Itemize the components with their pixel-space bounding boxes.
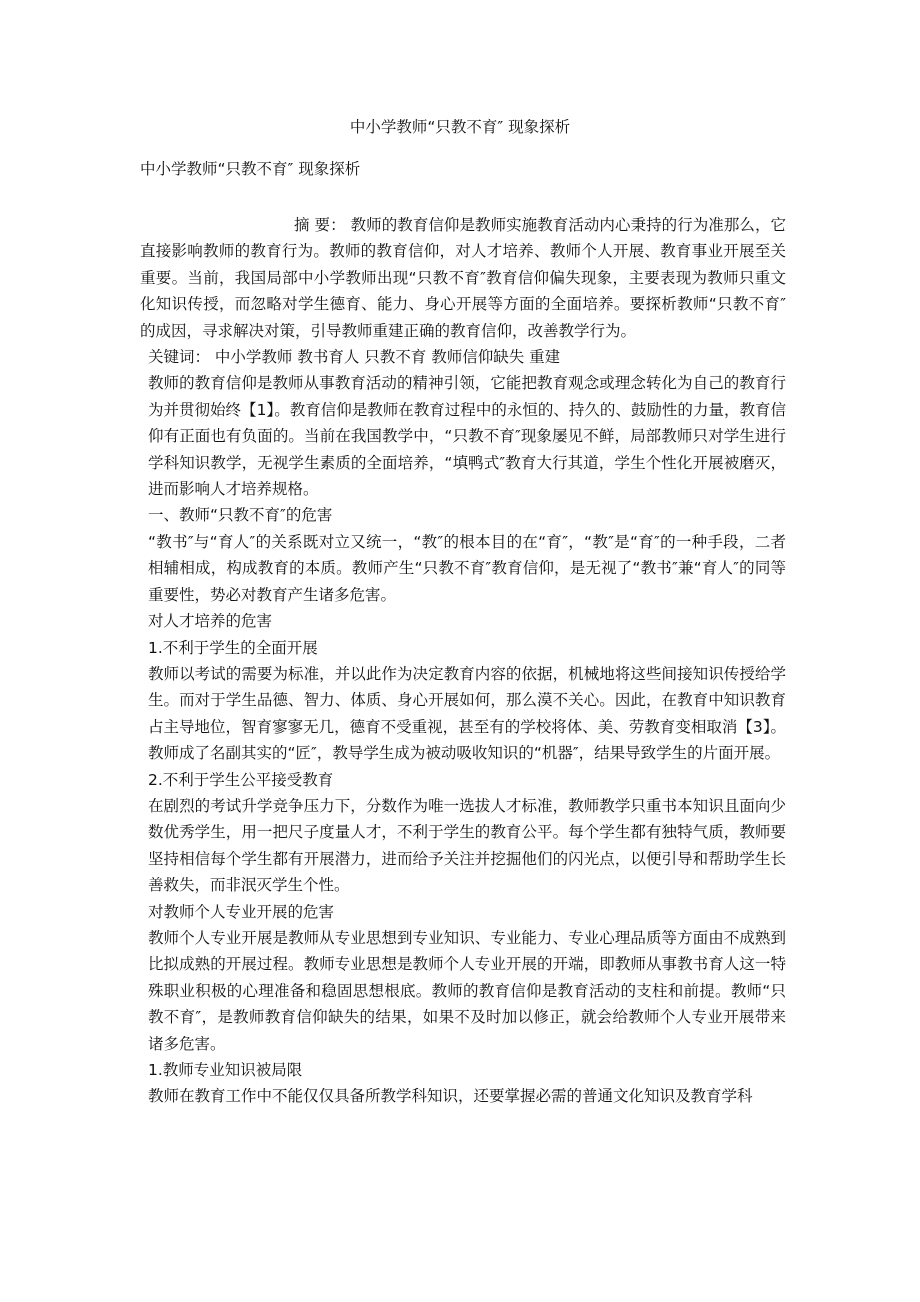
section-heading: 一、教师“只教不育″的危害: [148, 506, 333, 525]
subsection-heading: 对教师个人专业开展的危害: [148, 902, 335, 921]
document-body: [140, 212, 786, 1110]
document-subtitle: 中小学教师“只教不育″ 现象探析: [140, 160, 361, 178]
intro-paragraph: 教师的教育信仰是教师从事教育活动的精神引领，它能把教育观念或理念转化为自己的教育行为并贯彻始终【1】。教育信仰是教师在教育过程中的永恒的、持久的、鼓励性的力量，教育信仰有正面也有负面的。当前在我国教学中，“只教不育″现象屡见不鲜，局部教师只对学生进行学科知识教学，无视学生素质的全面培养，“填鸭式″教育大行其道，学生个性化开展被磨灭，进而影响人才培养规格。: [148, 374, 786, 499]
subsection-heading: 对人才培养的危害: [148, 612, 273, 631]
body-paragraph: 教师在教育工作中不能仅仅具备所教学科知识，还要掌握必需的普通文化知识及教育学科: [148, 1087, 753, 1106]
abstract-paragraph: 摘 要： 教师的教育信仰是教师实施教育活动内心秉持的行为准那么，它直接影响教师的教育行为。教师的教育信仰，对人才培养、教师个人开展、教育事业开展至关重要。当前，我国局部中小学教师出现“只教不育″教育信仰偏失现象，主要表现为教师只重文化知识传授，而忽略对学生德育、能力、身心开展等方面的全面培养。要探析教师“只教不育″的成因，寻求解决对策，引导教师重建正确的教育信仰，改善教学行为。: [140, 216, 786, 340]
keywords-line: 关键词： 中小学教师 教书育人 只教不育 教师信仰缺失 重建: [148, 348, 561, 367]
numbered-heading: 1.教师专业知识被局限: [148, 1061, 303, 1079]
body-paragraph: 教师以考试的需要为标准，并以此作为决定教育内容的依据，机械地将这些间接知识传授给学生。而对于学生品德、智力、体质、身心开展如何，那么漠不关心。因此，在教育中知识教育占主导地位，智育寥寥无几，德育不受重视，甚至有的学校将体、美、劳教育变相取消【3】。教师成了名副其实的“匠″，教导学生成为被动吸收知识的“机器″，结果导致学生的片面开展。: [148, 664, 786, 763]
body-paragraph: 在剧烈的考试升学竞争压力下，分数作为唯一选拔人才标准，教师教学只重书本知识且面向少数优秀学生，用一把尺子度量人才，不利于学生的教育公平。每个学生都有独特气质，教师要坚持相信每个学生都有开展潜力，进而给予关注并挖掘他们的闪光点，以便引导和帮助学生长善救失，而非泯灭学生个性。: [148, 796, 786, 895]
body-paragraph: 教师个人专业开展是教师从专业思想到专业知识、专业能力、专业心理品质等方面由不成熟到比拟成熟的开展过程。教师专业思想是教师个人专业开展的开端，即教师从事教书育人这一特殊职业积极的心理准备和稳固思想根底。教师的教育信仰是教育活动的支柱和前提。教师“只教不育″，是教师教育信仰缺失的结果，如果不及时加以修正，就会给教师个人专业开展带来诸多危害。: [148, 928, 786, 1053]
document-title: 中小学教师“只教不育″ 现象探析: [349, 118, 571, 136]
numbered-heading: 2.不利于学生公平接受教育: [148, 770, 334, 789]
numbered-heading: 1.不利于学生的全面开展: [148, 638, 318, 657]
body-paragraph: “教书″与“育人″的关系既对立又统一，“教″的根本目的在“育″，“教″是“育″的一种手段，二者相辅相成，构成教育的本质。教师产生“只教不育″教育信仰，是无视了“教书″兼“育人″的同等重要性，势必对教育产生诸多危害。: [148, 532, 786, 604]
